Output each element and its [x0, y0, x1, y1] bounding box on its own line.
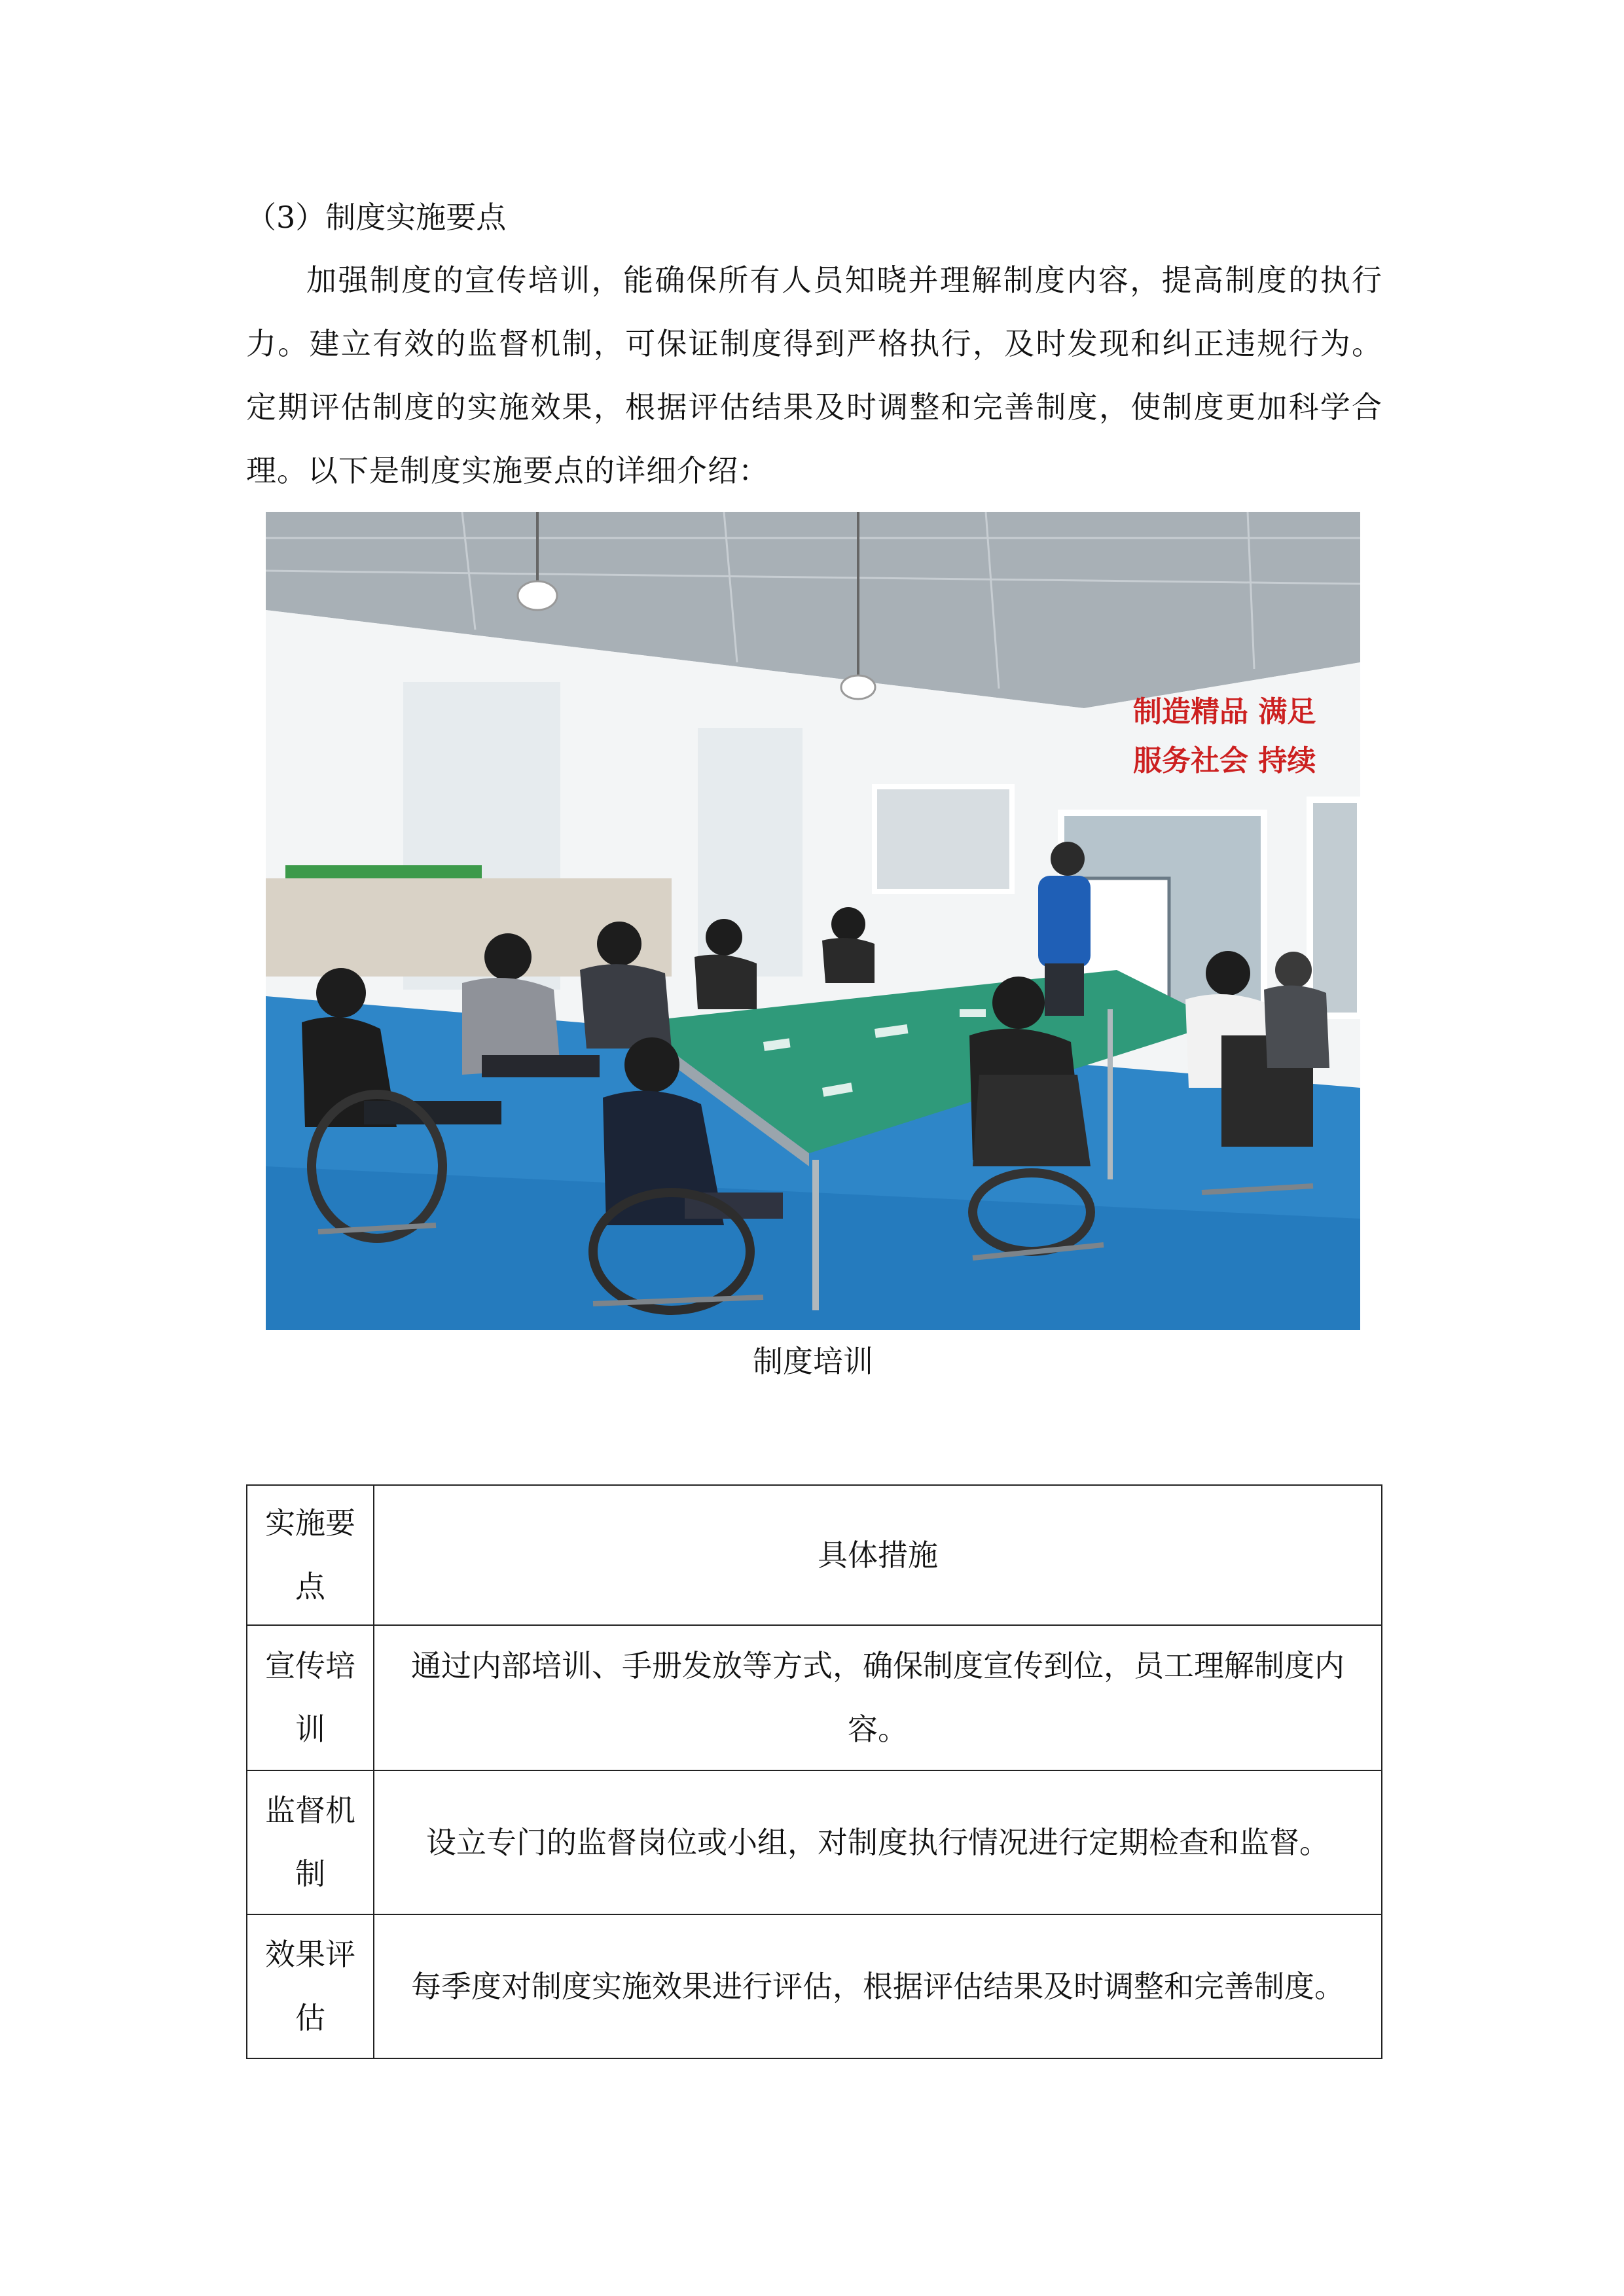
wall-slogan-line1: 制造精品 满足	[1133, 695, 1316, 728]
training-photo	[266, 512, 1360, 1330]
window	[1310, 800, 1360, 1016]
intro-paragraph: 加强制度的宣传培训，能确保所有人员知晓并理解制度内容，提高制度的执行力。建立有效的监督机制，可保证制度得到严格执行，及时发现和纠正违规行为。定期评估制度的实施效果，根据评估结果及时调整和完善制度，使制度更加科学合理。以下是制度实施要点的详细介绍：	[246, 262, 1382, 488]
cell-measure: 每季度对制度实施效果进行评估，根据评估结果及时调整和完善制度。	[374, 1914, 1382, 2058]
table-header-row	[247, 1485, 1382, 1625]
implementation-table	[246, 1484, 1382, 2059]
window	[875, 787, 1012, 891]
header-cell-point: 实施要点	[247, 1485, 374, 1625]
green-sign	[285, 865, 482, 878]
cell-point: 效果评估	[247, 1914, 374, 2058]
cell-measure: 通过内部培训、手册发放等方式，确保制度宣传到位，员工理解制度内容。	[374, 1625, 1382, 1770]
table-row	[247, 1625, 1382, 1770]
figure-caption: 制度培训	[753, 1344, 873, 1379]
ceiling-lamp	[841, 675, 875, 699]
table-row	[247, 1770, 1382, 1914]
table-row	[247, 1914, 1382, 2058]
cell-measure: 设立专门的监督岗位或小组，对制度执行情况进行定期检查和监督。	[374, 1770, 1382, 1914]
header-cell-measure: 具体措施	[374, 1485, 1382, 1625]
ceiling-lamp	[518, 581, 557, 610]
section-heading: （3）制度实施要点	[246, 200, 507, 235]
wall-slogan-line2: 服务社会 持续	[1133, 744, 1316, 778]
cell-point: 宣传培训	[247, 1625, 374, 1770]
cell-point: 监督机制	[247, 1770, 374, 1914]
